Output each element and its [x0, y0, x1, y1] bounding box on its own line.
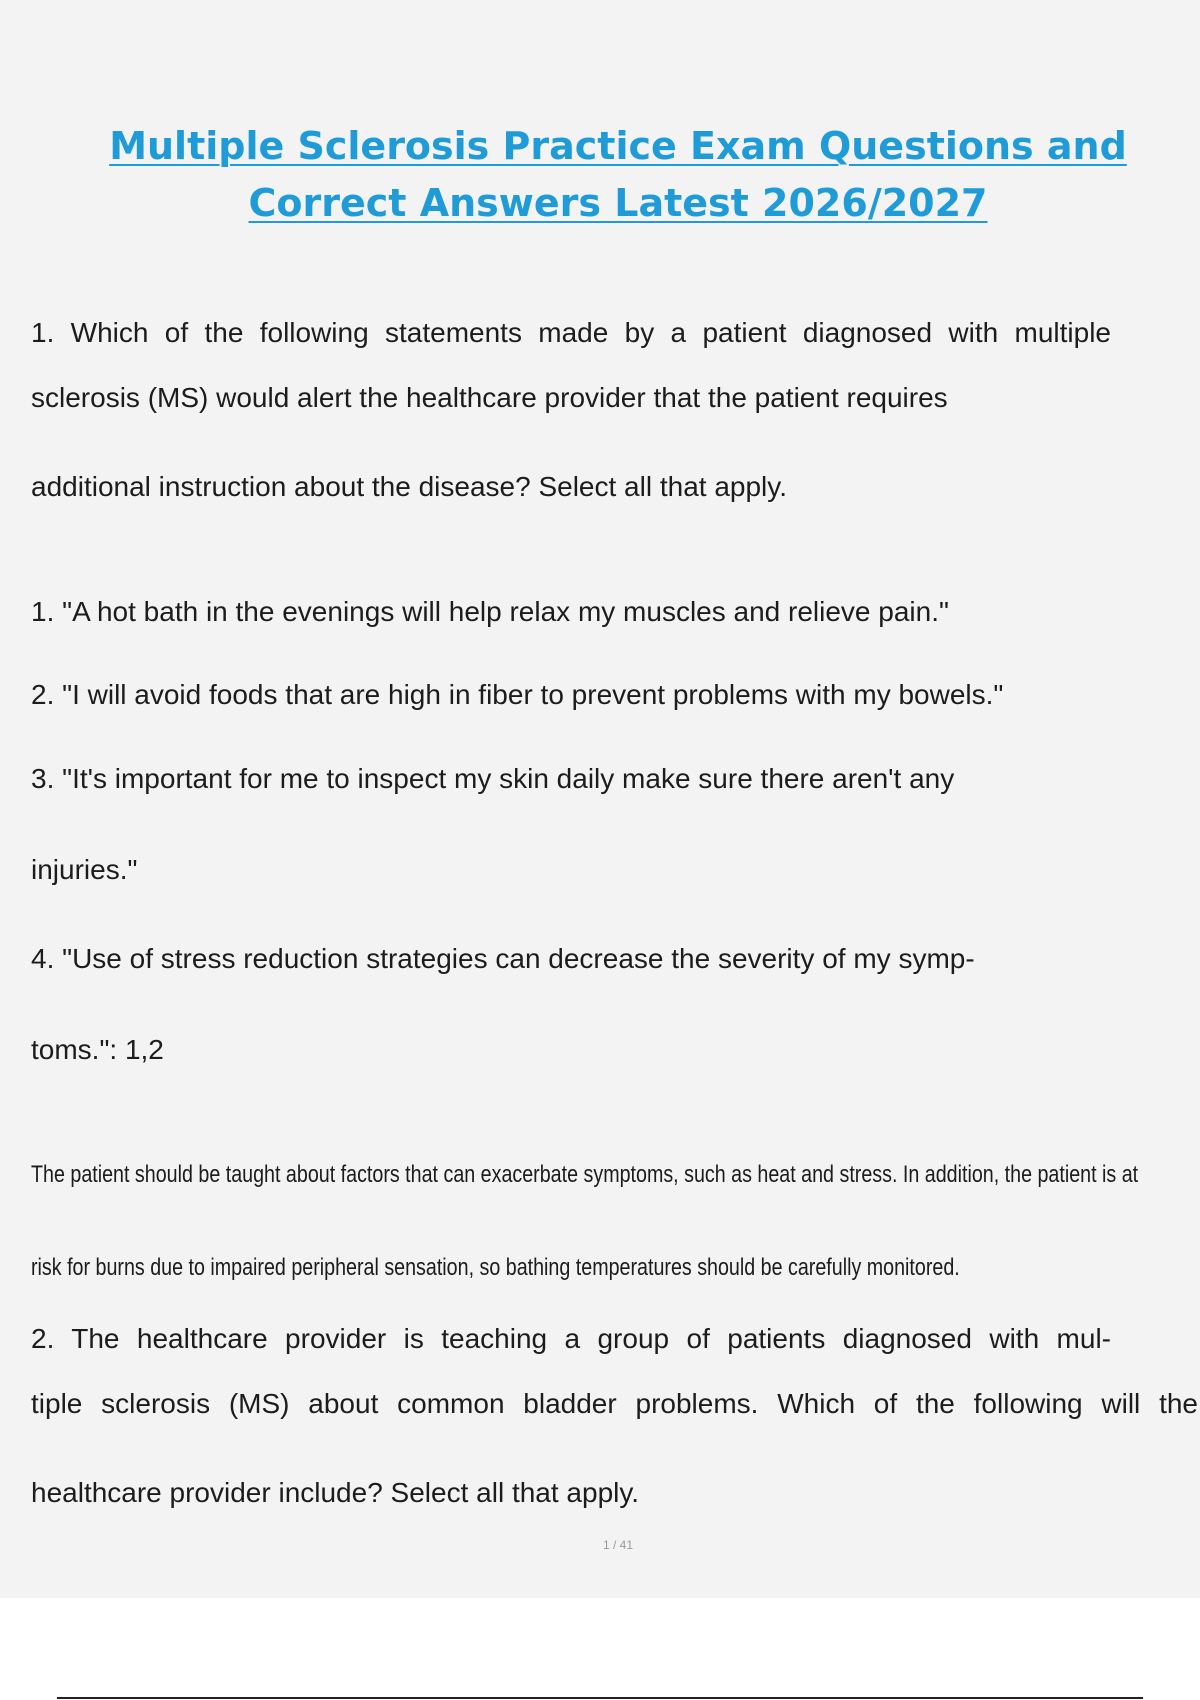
document-title	[0, 118, 1200, 232]
question-1-line-1: 1. Which of the following statements made by a patient diagnosed with multiple	[31, 317, 1111, 348]
question-1-option-3: 3. "It's important for me to inspect my skin daily make sure there aren't any	[31, 763, 955, 794]
page-number: 1 / 41	[602, 1538, 634, 1552]
question-2-line-3: healthcare provider include? Select all that apply.	[31, 1477, 640, 1508]
question-1-option-4-answer: toms.": 1,2	[31, 1034, 164, 1065]
question-1-rationale-line-1: The patient should be taught about factors that can exacerbate symptoms, such as heat and stress. In addition, the patient is at	[31, 1161, 1139, 1188]
question-1-line-3: additional instruction about the disease? Select all that apply.	[31, 471, 787, 502]
question-2-line-2: tiple sclerosis (MS) about common bladder problems. Which of the following will the	[31, 1388, 1198, 1419]
question-2-line-1: 2. The healthcare provider is teaching a group of patients diagnosed with mul-	[31, 1323, 1111, 1354]
title-line-1: Multiple Sclerosis Practice Exam Questions and	[109, 124, 1127, 168]
title-line-2: Correct Answers Latest 2026/2027	[248, 181, 988, 225]
question-1-option-4: 4. "Use of stress reduction strategies can decrease the severity of my symp-	[31, 943, 975, 974]
footer-divider	[57, 1697, 1143, 1699]
question-1-line-2: sclerosis (MS) would alert the healthcare provider that the patient requires	[31, 382, 948, 413]
question-1-option-3-cont: injuries."	[31, 854, 138, 885]
question-1-option-2: 2. "I will avoid foods that are high in fiber to prevent problems with my bowels."	[31, 679, 1004, 710]
question-1-rationale-line-2: risk for burns due to impaired peripheral sensation, so bathing temperatures should be carefully monitored.	[31, 1254, 960, 1281]
question-1-option-1: 1. "A hot bath in the evenings will help relax my muscles and relieve pain."	[31, 596, 949, 627]
